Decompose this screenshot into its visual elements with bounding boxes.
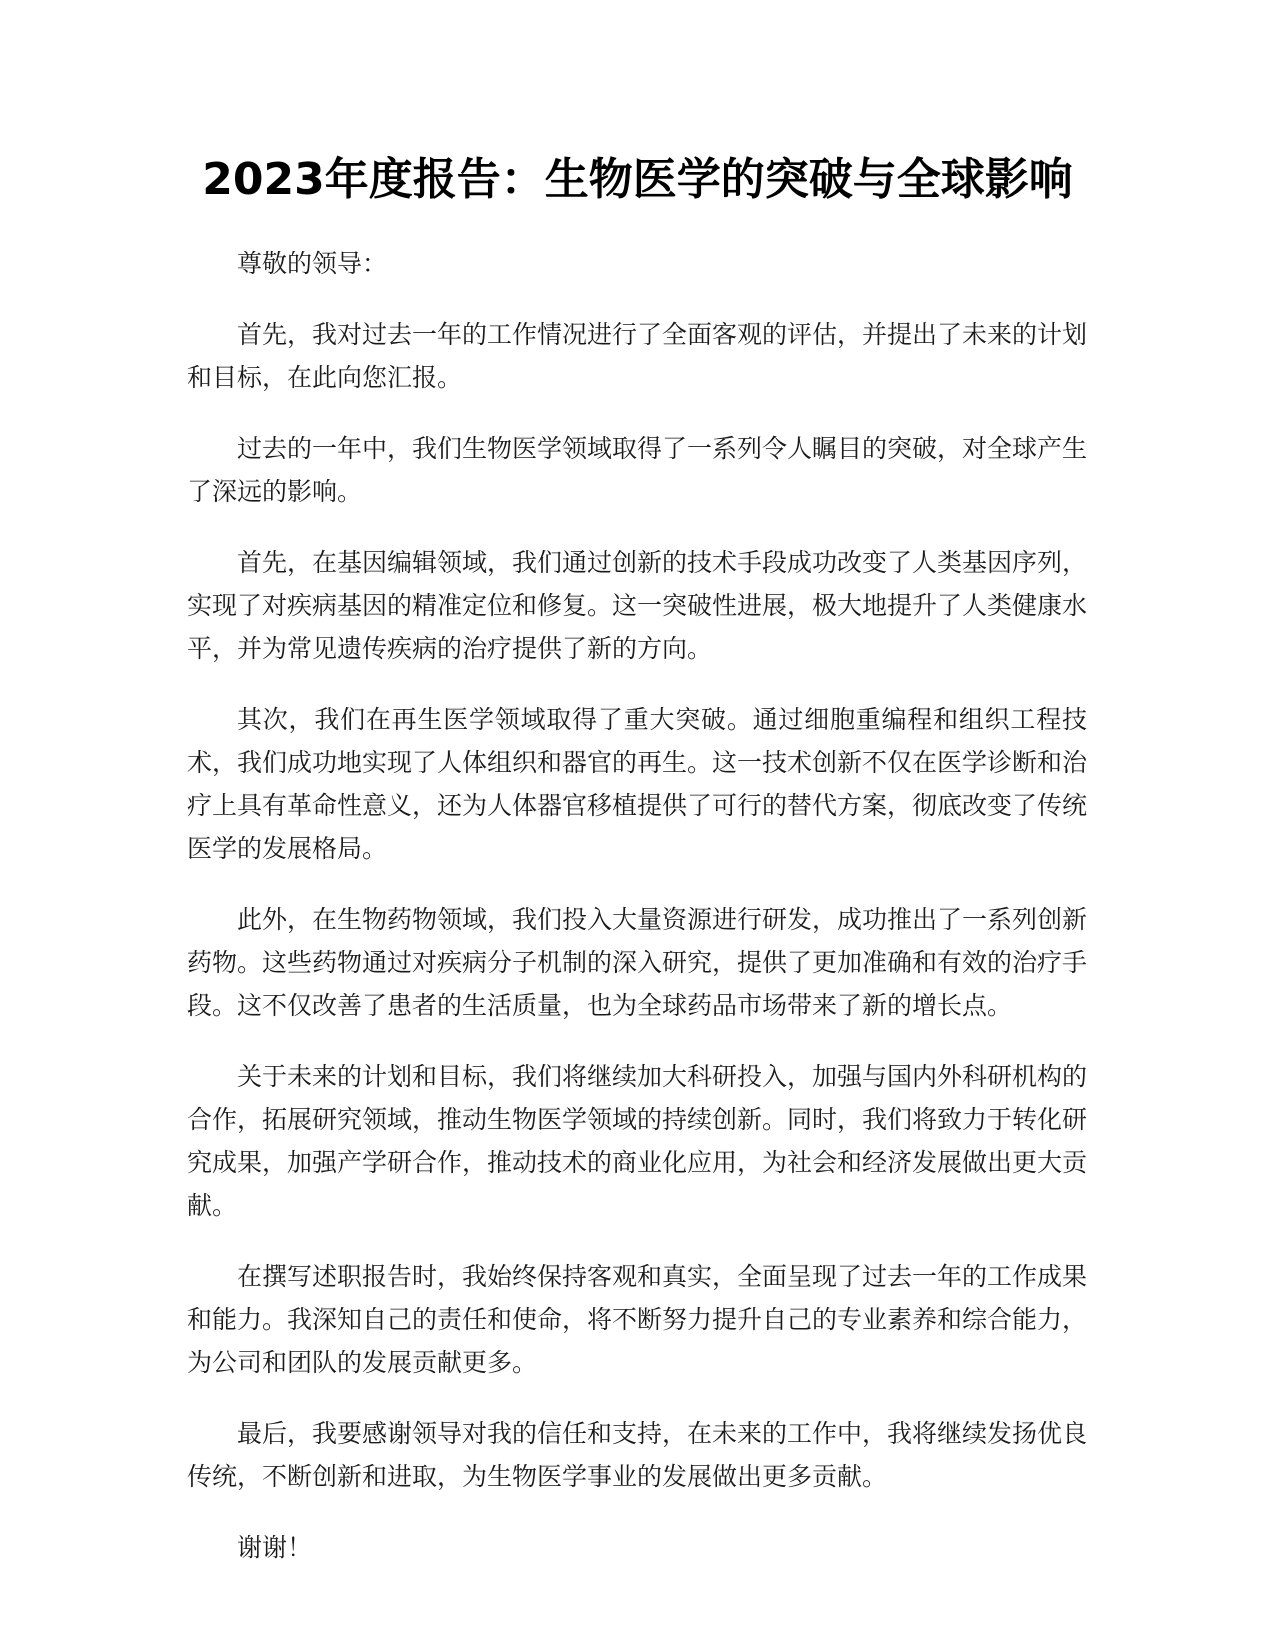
paragraph: 首先，我对过去一年的工作情况进行了全面客观的评估，并提出了未来的计划和目标，在此向您汇报。	[187, 320, 1088, 392]
document-title: 2023年度报告：生物医学的突破与全球影响	[202, 154, 1073, 205]
closing: 谢谢！	[237, 1533, 313, 1562]
salutation: 尊敬的领导：	[237, 249, 388, 278]
paragraph: 首先，在基因编辑领域，我们通过创新的技术手段成功改变了人类基因序列，实现了对疾病基因的精准定位和修复。这一突破性进展，极大地提升了人类健康水平，并为常见遗传疾病的治疗提供了新的方向。	[187, 548, 1088, 663]
paragraph: 在撰写述职报告时，我始终保持客观和真实，全面呈现了过去一年的工作成果和能力。我深知自己的责任和使命，将不断努力提升自己的专业素养和综合能力，为公司和团队的发展贡献更多。	[187, 1262, 1088, 1377]
document-body	[187, 242, 1087, 1597]
paragraph: 最后，我要感谢领导对我的信任和支持，在未来的工作中，我将继续发扬优良传统，不断创新和进取，为生物医学事业的发展做出更多贡献。	[187, 1419, 1088, 1491]
paragraph: 其次，我们在再生医学领域取得了重大突破。通过细胞重编程和组织工程技术，我们成功地实现了人体组织和器官的再生。这一技术创新不仅在医学诊断和治疗上具有革命性意义，还为人体器官移植提供了可行的替代方案，彻底改变了传统医学的发展格局。	[187, 705, 1088, 863]
paragraph: 过去的一年中，我们生物医学领域取得了一系列令人瞩目的突破，对全球产生了深远的影响。	[187, 434, 1088, 506]
paragraph: 此外，在生物药物领域，我们投入大量资源进行研发，成功推出了一系列创新药物。这些药物通过对疾病分子机制的深入研究，提供了更加准确和有效的治疗手段。这不仅改善了患者的生活质量，也为全球药品市场带来了新的增长点。	[187, 905, 1088, 1020]
paragraph: 关于未来的计划和目标，我们将继续加大科研投入，加强与国内外科研机构的合作，拓展研究领域，推动生物医学领域的持续创新。同时，我们将致力于转化研究成果，加强产学研合作，推动技术的商业化应用，为社会和经济发展做出更大贡献。	[187, 1062, 1088, 1220]
